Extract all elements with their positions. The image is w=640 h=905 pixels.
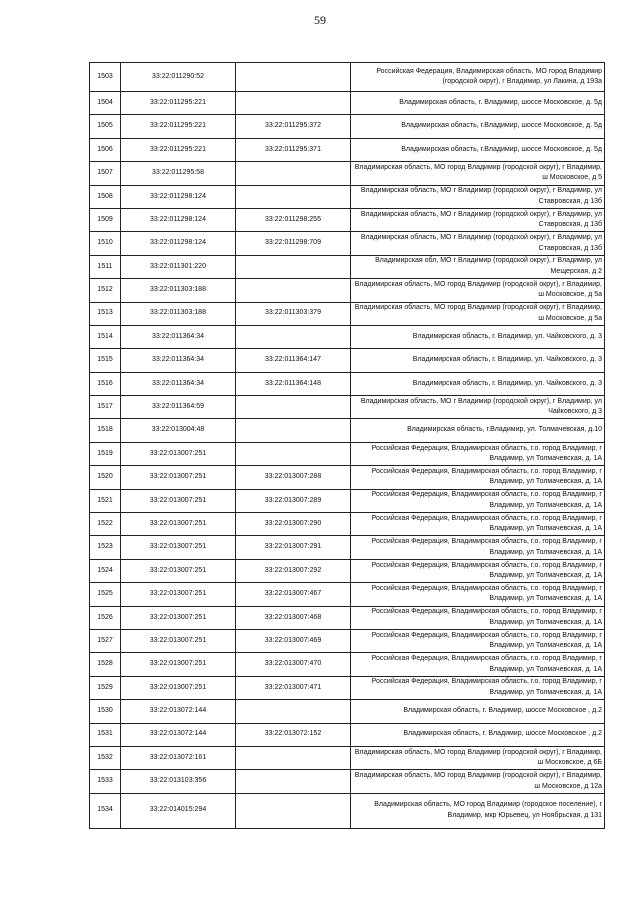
table-row bbox=[90, 115, 605, 138]
address-cell: Владимирская область, МО город Владимир (городской округ), г Владимир, ш Московское, д 5а bbox=[351, 279, 605, 302]
row-number-cell: 1531 bbox=[90, 723, 121, 746]
address-cell: Российская Федерация, Владимирская область, г.о. город Владимир, г Владимир, ул Толмачевская, д. 1А bbox=[351, 583, 605, 606]
table-row bbox=[90, 770, 605, 793]
table-row bbox=[90, 513, 605, 536]
cadastral-number-cell: 33:22:013007:251 bbox=[121, 559, 236, 582]
table-row bbox=[90, 63, 605, 92]
related-cadastral-number-cell bbox=[236, 92, 351, 115]
cadastral-number-cell: 33:22:011295:221 bbox=[121, 138, 236, 161]
cadastral-number-cell: 33:22:011298:124 bbox=[121, 208, 236, 231]
row-number-cell: 1513 bbox=[90, 302, 121, 325]
table-row bbox=[90, 92, 605, 115]
cadastral-number-cell: 33:22:011295:58 bbox=[121, 162, 236, 185]
address-cell: Владимирская область, МО город Владимир (городской округ), г Владимир, ш Московское, д 5 bbox=[351, 162, 605, 185]
cadastral-number-cell: 33:22:013007:251 bbox=[121, 442, 236, 465]
address-cell: Российская Федерация, Владимирская область, г.о. город Владимир, г Владимир, ул Толмачевская, д. 1А bbox=[351, 606, 605, 629]
related-cadastral-number-cell bbox=[236, 325, 351, 348]
cadastral-number-cell: 33:22:011290:52 bbox=[121, 63, 236, 92]
cadastral-number-cell: 33:22:011295:221 bbox=[121, 115, 236, 138]
related-cadastral-number-cell: 33:22:013007:469 bbox=[236, 629, 351, 652]
related-cadastral-number-cell bbox=[236, 63, 351, 92]
related-cadastral-number-cell: 33:22:013007:290 bbox=[236, 513, 351, 536]
address-cell: Российская Федерация, Владимирская область, г.о. город Владимир, г Владимир, ул Толмачевская, д. 1А bbox=[351, 442, 605, 465]
row-number-cell: 1504 bbox=[90, 92, 121, 115]
row-number-cell: 1532 bbox=[90, 746, 121, 769]
related-cadastral-number-cell bbox=[236, 793, 351, 828]
table-row bbox=[90, 396, 605, 419]
cadastral-number-cell: 33:22:011364:34 bbox=[121, 372, 236, 395]
address-cell: Владимирская область, МО город Владимир (городское поселение), г Владимир, мкр Юрьевец, ул Ноябрьская, д 131 bbox=[351, 793, 605, 828]
related-cadastral-number-cell: 33:22:011364:147 bbox=[236, 349, 351, 372]
table-row bbox=[90, 466, 605, 489]
cadastral-number-cell: 33:22:013007:251 bbox=[121, 629, 236, 652]
related-cadastral-number-cell bbox=[236, 162, 351, 185]
related-cadastral-number-cell: 33:22:013007:468 bbox=[236, 606, 351, 629]
cadastral-number-cell: 33:22:014015:294 bbox=[121, 793, 236, 828]
row-number-cell: 1520 bbox=[90, 466, 121, 489]
address-cell: Владимирская область, г. Владимир, шоссе Московское, д. 5д bbox=[351, 92, 605, 115]
cadastral-number-cell: 33:22:013072:161 bbox=[121, 746, 236, 769]
row-number-cell: 1505 bbox=[90, 115, 121, 138]
table-row bbox=[90, 349, 605, 372]
table-row bbox=[90, 208, 605, 231]
address-cell: Владимирская область, г. Владимир, шоссе Московское , д.2 bbox=[351, 723, 605, 746]
address-cell: Российская Федерация, Владимирская область, МО город Владимир (городской округ), г Владимир, ул Лакина, д 193а bbox=[351, 63, 605, 92]
row-number-cell: 1530 bbox=[90, 700, 121, 723]
table-row bbox=[90, 723, 605, 746]
related-cadastral-number-cell: 33:22:011298:709 bbox=[236, 232, 351, 255]
address-cell: Владимирская область, МО г Владимир (городской округ), г Владимир, ул Ставровская, д 13б bbox=[351, 185, 605, 208]
address-cell: Владимирская область, МО г Владимир (городской округ), г Владимир, ул Ставровская, д 13б bbox=[351, 232, 605, 255]
cadastral-number-cell: 33:22:011364:34 bbox=[121, 325, 236, 348]
table-row bbox=[90, 232, 605, 255]
row-number-cell: 1527 bbox=[90, 629, 121, 652]
cadastral-number-cell: 33:22:011364:34 bbox=[121, 349, 236, 372]
related-cadastral-number-cell bbox=[236, 396, 351, 419]
related-cadastral-number-cell: 33:22:013007:291 bbox=[236, 536, 351, 559]
cadastral-number-cell: 33:22:011364:59 bbox=[121, 396, 236, 419]
cadastral-number-cell: 33:22:011301:220 bbox=[121, 255, 236, 278]
address-cell: Российская Федерация, Владимирская область, г.о. город Владимир, г Владимир, ул Толмачевская, д. 1А bbox=[351, 629, 605, 652]
related-cadastral-number-cell: 33:22:011295:371 bbox=[236, 138, 351, 161]
registry-table-body bbox=[90, 63, 605, 829]
table-row bbox=[90, 746, 605, 769]
table-row bbox=[90, 559, 605, 582]
cadastral-number-cell: 33:22:013007:251 bbox=[121, 536, 236, 559]
registry-table bbox=[89, 62, 605, 829]
row-number-cell: 1529 bbox=[90, 676, 121, 699]
table-row bbox=[90, 676, 605, 699]
address-cell: Российская Федерация, Владимирская область, г.о. город Владимир, г Владимир, ул Толмачевская, д. 1А bbox=[351, 676, 605, 699]
row-number-cell: 1534 bbox=[90, 793, 121, 828]
row-number-cell: 1509 bbox=[90, 208, 121, 231]
table-row bbox=[90, 185, 605, 208]
row-number-cell: 1506 bbox=[90, 138, 121, 161]
address-cell: Владимирская область, МО г Владимир (городской округ), г Владимир, ул Ставровская, д 13б bbox=[351, 208, 605, 231]
row-number-cell: 1512 bbox=[90, 279, 121, 302]
table-row bbox=[90, 629, 605, 652]
row-number-cell: 1518 bbox=[90, 419, 121, 442]
table-row bbox=[90, 279, 605, 302]
page-number: 59 bbox=[314, 13, 326, 27]
related-cadastral-number-cell: 33:22:011298:255 bbox=[236, 208, 351, 231]
table-row bbox=[90, 138, 605, 161]
table-row bbox=[90, 255, 605, 278]
row-number-cell: 1515 bbox=[90, 349, 121, 372]
related-cadastral-number-cell: 33:22:011303:379 bbox=[236, 302, 351, 325]
row-number-cell: 1514 bbox=[90, 325, 121, 348]
address-cell: Владимирская область, МО г Владимир (городской округ), г Владимир, ул Чайковского, д 3 bbox=[351, 396, 605, 419]
row-number-cell: 1519 bbox=[90, 442, 121, 465]
related-cadastral-number-cell: 33:22:013007:289 bbox=[236, 489, 351, 512]
related-cadastral-number-cell bbox=[236, 279, 351, 302]
row-number-cell: 1521 bbox=[90, 489, 121, 512]
cadastral-number-cell: 33:22:013007:251 bbox=[121, 513, 236, 536]
table-row bbox=[90, 653, 605, 676]
row-number-cell: 1526 bbox=[90, 606, 121, 629]
cadastral-number-cell: 33:22:011303:188 bbox=[121, 279, 236, 302]
row-number-cell: 1517 bbox=[90, 396, 121, 419]
cadastral-number-cell: 33:22:013007:251 bbox=[121, 606, 236, 629]
related-cadastral-number-cell: 33:22:013072:152 bbox=[236, 723, 351, 746]
address-cell: Владимирская область, г. Владимир, ул. Чайковского, д. 3 bbox=[351, 372, 605, 395]
cadastral-number-cell: 33:22:013004:48 bbox=[121, 419, 236, 442]
address-cell: Российская Федерация, Владимирская область, г.о. город Владимир, г Владимир, ул Толмачевская, д. 1А bbox=[351, 489, 605, 512]
address-cell: Владимирская область, г.Владимир, шоссе Московское, д. 5д bbox=[351, 138, 605, 161]
table-row bbox=[90, 583, 605, 606]
table-row bbox=[90, 162, 605, 185]
address-cell: Российская Федерация, Владимирская область, г.о. город Владимир, г Владимир, ул Толмачевская, д. 1А bbox=[351, 513, 605, 536]
table-row bbox=[90, 700, 605, 723]
row-number-cell: 1511 bbox=[90, 255, 121, 278]
address-cell: Российская Федерация, Владимирская область, г.о. город Владимир, г Владимир, ул Толмачевская, д. 1А bbox=[351, 536, 605, 559]
related-cadastral-number-cell: 33:22:013007:467 bbox=[236, 583, 351, 606]
cadastral-number-cell: 33:22:013103:356 bbox=[121, 770, 236, 793]
address-cell: Российская Федерация, Владимирская область, г.о. город Владимир, г Владимир, ул Толмачевская, д. 1А bbox=[351, 653, 605, 676]
related-cadastral-number-cell bbox=[236, 419, 351, 442]
row-number-cell: 1524 bbox=[90, 559, 121, 582]
address-cell: Владимирская область, МО город Владимир (городской округ), г Владимир, ш Московское, д 12а bbox=[351, 770, 605, 793]
cadastral-number-cell: 33:22:013007:251 bbox=[121, 676, 236, 699]
cadastral-number-cell: 33:22:011295:221 bbox=[121, 92, 236, 115]
row-number-cell: 1522 bbox=[90, 513, 121, 536]
row-number-cell: 1523 bbox=[90, 536, 121, 559]
related-cadastral-number-cell: 33:22:011364:148 bbox=[236, 372, 351, 395]
row-number-cell: 1503 bbox=[90, 63, 121, 92]
related-cadastral-number-cell: 33:22:013007:288 bbox=[236, 466, 351, 489]
address-cell: Владимирская область, МО город Владимир (городской округ), г Владимир, ш Московское, д 6Б bbox=[351, 746, 605, 769]
table-row bbox=[90, 419, 605, 442]
table-row bbox=[90, 793, 605, 828]
related-cadastral-number-cell bbox=[236, 700, 351, 723]
row-number-cell: 1533 bbox=[90, 770, 121, 793]
address-cell: Владимирская обл, МО г Владимир (городской округ), г Владимир, ул Мещерская, д 2 bbox=[351, 255, 605, 278]
table-row bbox=[90, 606, 605, 629]
address-cell: Российская Федерация, Владимирская область, г.о. город Владимир, г Владимир, ул Толмачевская, д. 1А bbox=[351, 466, 605, 489]
cadastral-number-cell: 33:22:013072:144 bbox=[121, 723, 236, 746]
cadastral-number-cell: 33:22:011298:124 bbox=[121, 232, 236, 255]
cadastral-number-cell: 33:22:013007:251 bbox=[121, 653, 236, 676]
related-cadastral-number-cell bbox=[236, 770, 351, 793]
cadastral-number-cell: 33:22:013007:251 bbox=[121, 583, 236, 606]
related-cadastral-number-cell: 33:22:013007:292 bbox=[236, 559, 351, 582]
related-cadastral-number-cell: 33:22:011295:372 bbox=[236, 115, 351, 138]
address-cell: Российская Федерация, Владимирская область, г.о. город Владимир, г Владимир, ул Толмачевская, д. 1А bbox=[351, 559, 605, 582]
related-cadastral-number-cell: 33:22:013007:471 bbox=[236, 676, 351, 699]
related-cadastral-number-cell: 33:22:013007:470 bbox=[236, 653, 351, 676]
cadastral-number-cell: 33:22:011303:188 bbox=[121, 302, 236, 325]
table-row bbox=[90, 302, 605, 325]
cadastral-number-cell: 33:22:013007:251 bbox=[121, 466, 236, 489]
row-number-cell: 1507 bbox=[90, 162, 121, 185]
address-cell: Владимирская область, г.Владимир, шоссе Московское, д. 5д bbox=[351, 115, 605, 138]
related-cadastral-number-cell bbox=[236, 185, 351, 208]
cadastral-number-cell: 33:22:013072:144 bbox=[121, 700, 236, 723]
address-cell: Владимирская область, МО город Владимир (городской округ), г Владимир, ш Московское, д 5а bbox=[351, 302, 605, 325]
cadastral-number-cell: 33:22:011298:124 bbox=[121, 185, 236, 208]
table-row bbox=[90, 442, 605, 465]
table-row bbox=[90, 536, 605, 559]
address-cell: Владимирская область, г. Владимир, ул. Чайковского, д. 3 bbox=[351, 349, 605, 372]
address-cell: Владимирская область, г. Владимир, ул. Чайковского, д. 3 bbox=[351, 325, 605, 348]
row-number-cell: 1528 bbox=[90, 653, 121, 676]
cadastral-number-cell: 33:22:013007:251 bbox=[121, 489, 236, 512]
row-number-cell: 1525 bbox=[90, 583, 121, 606]
address-cell: Владимирская область, г. Владимир, шоссе Московское , д.2 bbox=[351, 700, 605, 723]
table-row bbox=[90, 489, 605, 512]
table-row bbox=[90, 325, 605, 348]
row-number-cell: 1508 bbox=[90, 185, 121, 208]
related-cadastral-number-cell bbox=[236, 746, 351, 769]
row-number-cell: 1516 bbox=[90, 372, 121, 395]
related-cadastral-number-cell bbox=[236, 442, 351, 465]
related-cadastral-number-cell bbox=[236, 255, 351, 278]
address-cell: Владимирская область, г.Владимир, ул. Толмачевская, д.10 bbox=[351, 419, 605, 442]
row-number-cell: 1510 bbox=[90, 232, 121, 255]
table-row bbox=[90, 372, 605, 395]
